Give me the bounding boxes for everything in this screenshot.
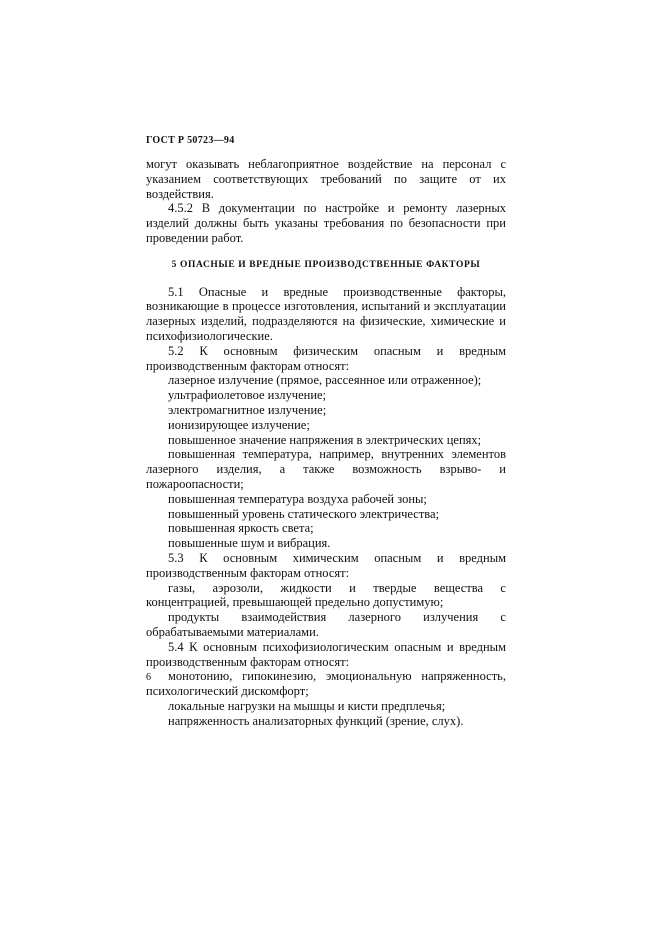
list-item: газы, аэрозоли, жидкости и твердые вещества с концентрацией, превышающей предельно допустимую; <box>146 580 506 610</box>
list-item: повышенная температура воздуха рабочей зоны; <box>168 491 427 506</box>
list-item: повышенное значение напряжения в электрических цепях; <box>168 432 482 447</box>
list-item: повышенные шум и вибрация. <box>168 536 331 551</box>
list-item: напряженность анализаторных функций (зрение, слух). <box>168 713 464 728</box>
list-item: лазерное излучение (прямое, рассеянное или отраженное); <box>168 373 482 388</box>
paragraph-continuation: могут оказывать неблагоприятное воздействие на персонал с указанием соответствующих требований по защите от их воздействия. <box>146 157 506 201</box>
section-heading: 5 ОПАСНЫЕ И ВРЕДНЫЕ ПРОИЗВОДСТВЕННЫЕ ФАКТОРЫ <box>171 259 481 270</box>
page-number: 6 <box>146 672 151 683</box>
document-header: ГОСТ Р 50723—94 <box>146 135 235 146</box>
paragraph-5-1: 5.1 Опасные и вредные производственные факторы, возникающие в процессе изготовления, испытаний и эксплуатации лазерных изделий, подразделяются на физические, химические и психофизиологические. <box>146 284 506 343</box>
list-item: ионизирующее излучение; <box>168 417 310 432</box>
paragraph-5-4: 5.4 К основным психофизиологическим опасным и вредным производственным факторам относят: <box>146 639 506 669</box>
paragraph-5-2: 5.2 К основным физическим опасным и вредным производственным факторам относят: <box>146 343 506 373</box>
list-item: локальные нагрузки на мышцы и кисти предплечья; <box>168 698 446 713</box>
list-item: монотонию, гипокинезию, эмоциональную напряженность, психологический дискомфорт; <box>146 669 506 699</box>
list-item: повышенная яркость света; <box>168 521 314 536</box>
list-item: электромагнитное излучение; <box>168 402 327 417</box>
paragraph-4-5-2: 4.5.2 В документации по настройке и ремонту лазерных изделий должны быть указаны требования по безопасности при проведении работ. <box>146 201 506 245</box>
paragraph-5-3: 5.3 К основным химическим опасным и вредным производственным факторам относят: <box>146 550 506 580</box>
list-item: повышенный уровень статического электричества; <box>168 506 440 521</box>
document-body <box>146 157 506 728</box>
list-item: продукты взаимодействия лазерного излучения с обрабатываемыми материалами. <box>146 610 506 639</box>
list-item: ультрафиолетовое излучение; <box>168 388 327 403</box>
list-item: повышенная температура, например, внутренних элементов лазерного изделия, а также возможность взрыво- и пожароопасности; <box>146 447 506 491</box>
